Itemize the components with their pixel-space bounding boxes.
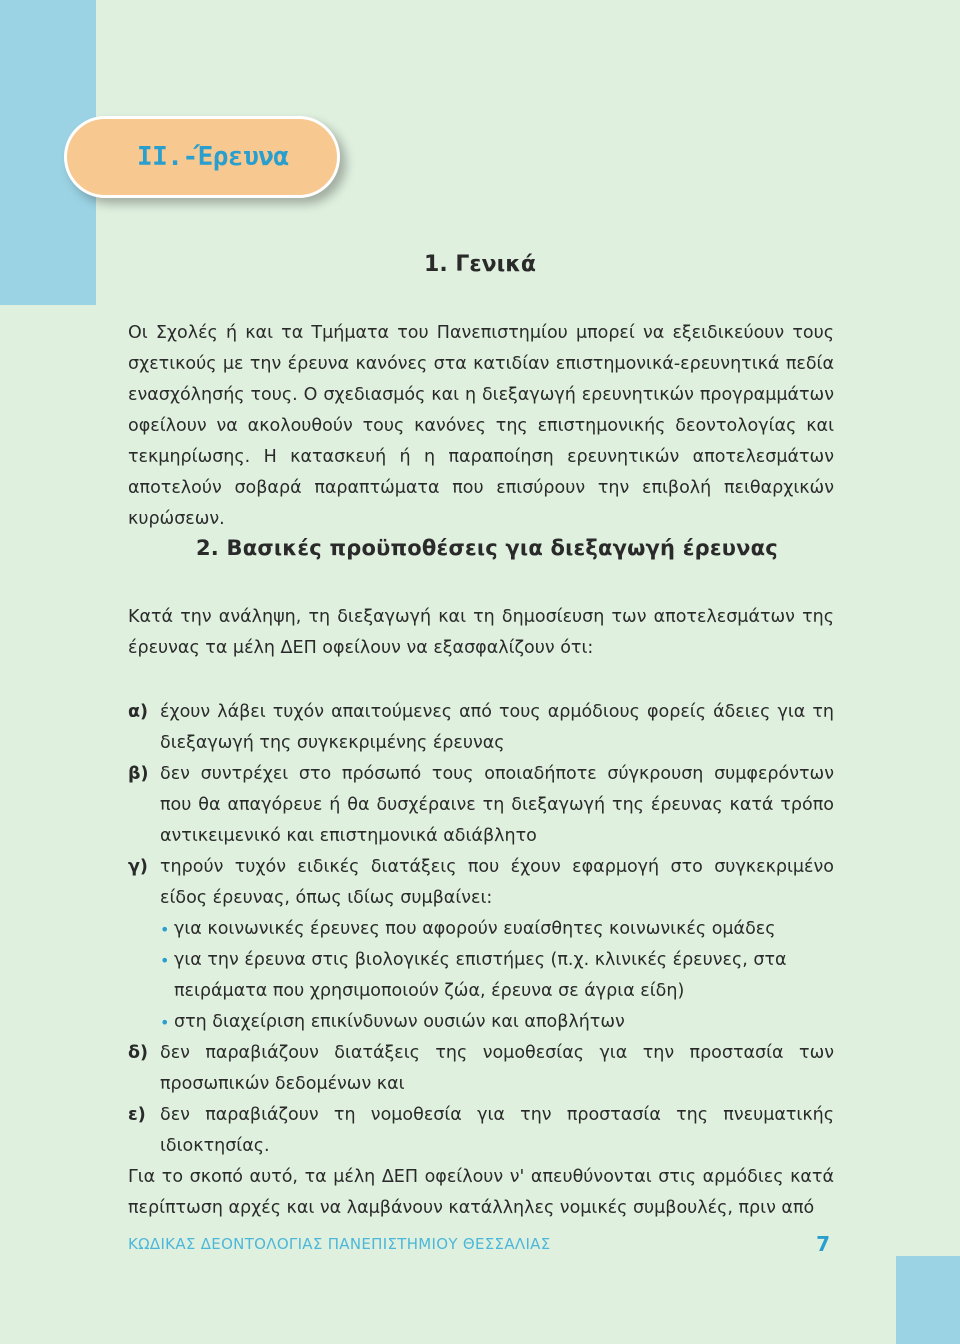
page-number: 7 xyxy=(816,1232,830,1256)
heading-general xyxy=(0,252,960,277)
list-item-text: τηρούν τυχόν ειδικές διατάξεις που έχουν εφαρμογή στο συγκεκριμένο είδος έρευνας, όπως ιδίως συμβαίνει: xyxy=(160,857,834,908)
list-marker: α) xyxy=(128,702,149,722)
bullet-item xyxy=(160,1007,834,1038)
section-title: ΙΙ.-Έρευνα xyxy=(137,142,289,172)
section-title-pill xyxy=(64,116,340,198)
bullet-text: για την έρευνα στις βιολογικές επιστήμες (π.χ. κλινικές έρευνες, στα πειράματα που χρησιμοποιούν ζώα, έρευνα σε άγρια είδη) xyxy=(174,950,787,1001)
bullet-item xyxy=(160,945,834,1007)
heading-prerequisites: 2. Βασικές προϋποθέσεις για διεξαγωγή έρευνας xyxy=(196,536,778,560)
list-item-text: έχουν λάβει τυχόν απαιτούμενες από τους αρμόδιους φορείς άδειες για τη διεξαγωγή της συγκεκριμένης έρευνας xyxy=(160,702,834,753)
list-marker: ε) xyxy=(128,1105,146,1125)
bullet-text: στη διαχείριση επικίνδυνων ουσιών και αποβλήτων xyxy=(174,1012,625,1032)
list-item xyxy=(128,759,834,852)
list-marker: δ) xyxy=(128,1043,149,1063)
list-item xyxy=(128,1038,834,1100)
heading-general-text: 1. Γενικά xyxy=(424,252,536,277)
conditions-list xyxy=(128,697,834,1224)
list-marker: γ) xyxy=(128,857,148,877)
decorative-corner-block xyxy=(896,1256,960,1344)
paragraph-general: Οι Σχολές ή και τα Τμήματα του Πανεπιστημίου μπορεί να εξειδικεύουν τους σχετικούς με την έρευνα κανόνες στα κατιδίαν επιστημονικά-ερευνητικά πεδία ενασχόλησής τους. Ο σχεδιασμός και η διεξαγωγή ερευνητικών προγραμμάτων οφείλουν να ακολουθούν τους κανόνες της επιστημονικής δεοντολογίας και τεκμηρίωσης. Η κατασκευή ή η παραποίηση ερευνητικών αποτελεσμάτων αποτελούν σοβαρά παραπτώματα που επισύρουν την επιβολή πειθαρχικών κυρώσεων. xyxy=(128,323,834,529)
list-marker: β) xyxy=(128,764,149,784)
paragraph-closing: Για το σκοπό αυτό, τα μέλη ΔΕΠ οφείλουν ν' απευθύνονται στις αρμόδιες κατά περίπτωση αρχές και να λαμβάνουν κατάλληλες νομικές συμβουλές, πριν από xyxy=(128,1167,834,1218)
footer-title: ΚΩΔΙΚΑΣ ΔΕΟΝΤΟΛΟΓΙΑΣ ΠΑΝΕΠΙΣΤΗΜΙΟΥ ΘΕΣΣΑΛΙΑΣ xyxy=(128,1235,551,1253)
bullet-text: για κοινωνικές έρευνες που αφορούν ευαίσθητες κοινωνικές ομάδες xyxy=(174,919,776,939)
bullet-item xyxy=(160,914,834,945)
bullet-dot-icon: • xyxy=(160,1013,170,1032)
list-item xyxy=(128,852,834,914)
bullet-dot-icon: • xyxy=(160,951,170,970)
list-item-text: δεν συντρέχει στο πρόσωπό τους οποιαδήποτε σύγκρουση συμφερόντων που θα απαγόρευε ή θα δυσχέραινε τη διεξαγωγή της έρευνας κατά τρόπο αντικειμενικό και επιστημονικά αδιάβλητο xyxy=(160,764,834,846)
list-item-text: δεν παραβιάζουν διατάξεις της νομοθεσίας για την προστασία των προσωπικών δεδομένων και xyxy=(160,1043,834,1094)
list-item xyxy=(128,1100,834,1162)
list-item-text: δεν παραβιάζουν τη νομοθεσία για την προστασία της πνευματικής ιδιοκτησίας. xyxy=(160,1105,834,1156)
bullet-dot-icon: • xyxy=(160,920,170,939)
paragraph-intro: Κατά την ανάληψη, τη διεξαγωγή και τη δημοσίευση των αποτελεσμάτων της έρευνας τα μέλη ΔΕΠ οφείλουν να εξασφαλίζουν ότι: xyxy=(128,607,834,658)
list-item xyxy=(128,697,834,759)
